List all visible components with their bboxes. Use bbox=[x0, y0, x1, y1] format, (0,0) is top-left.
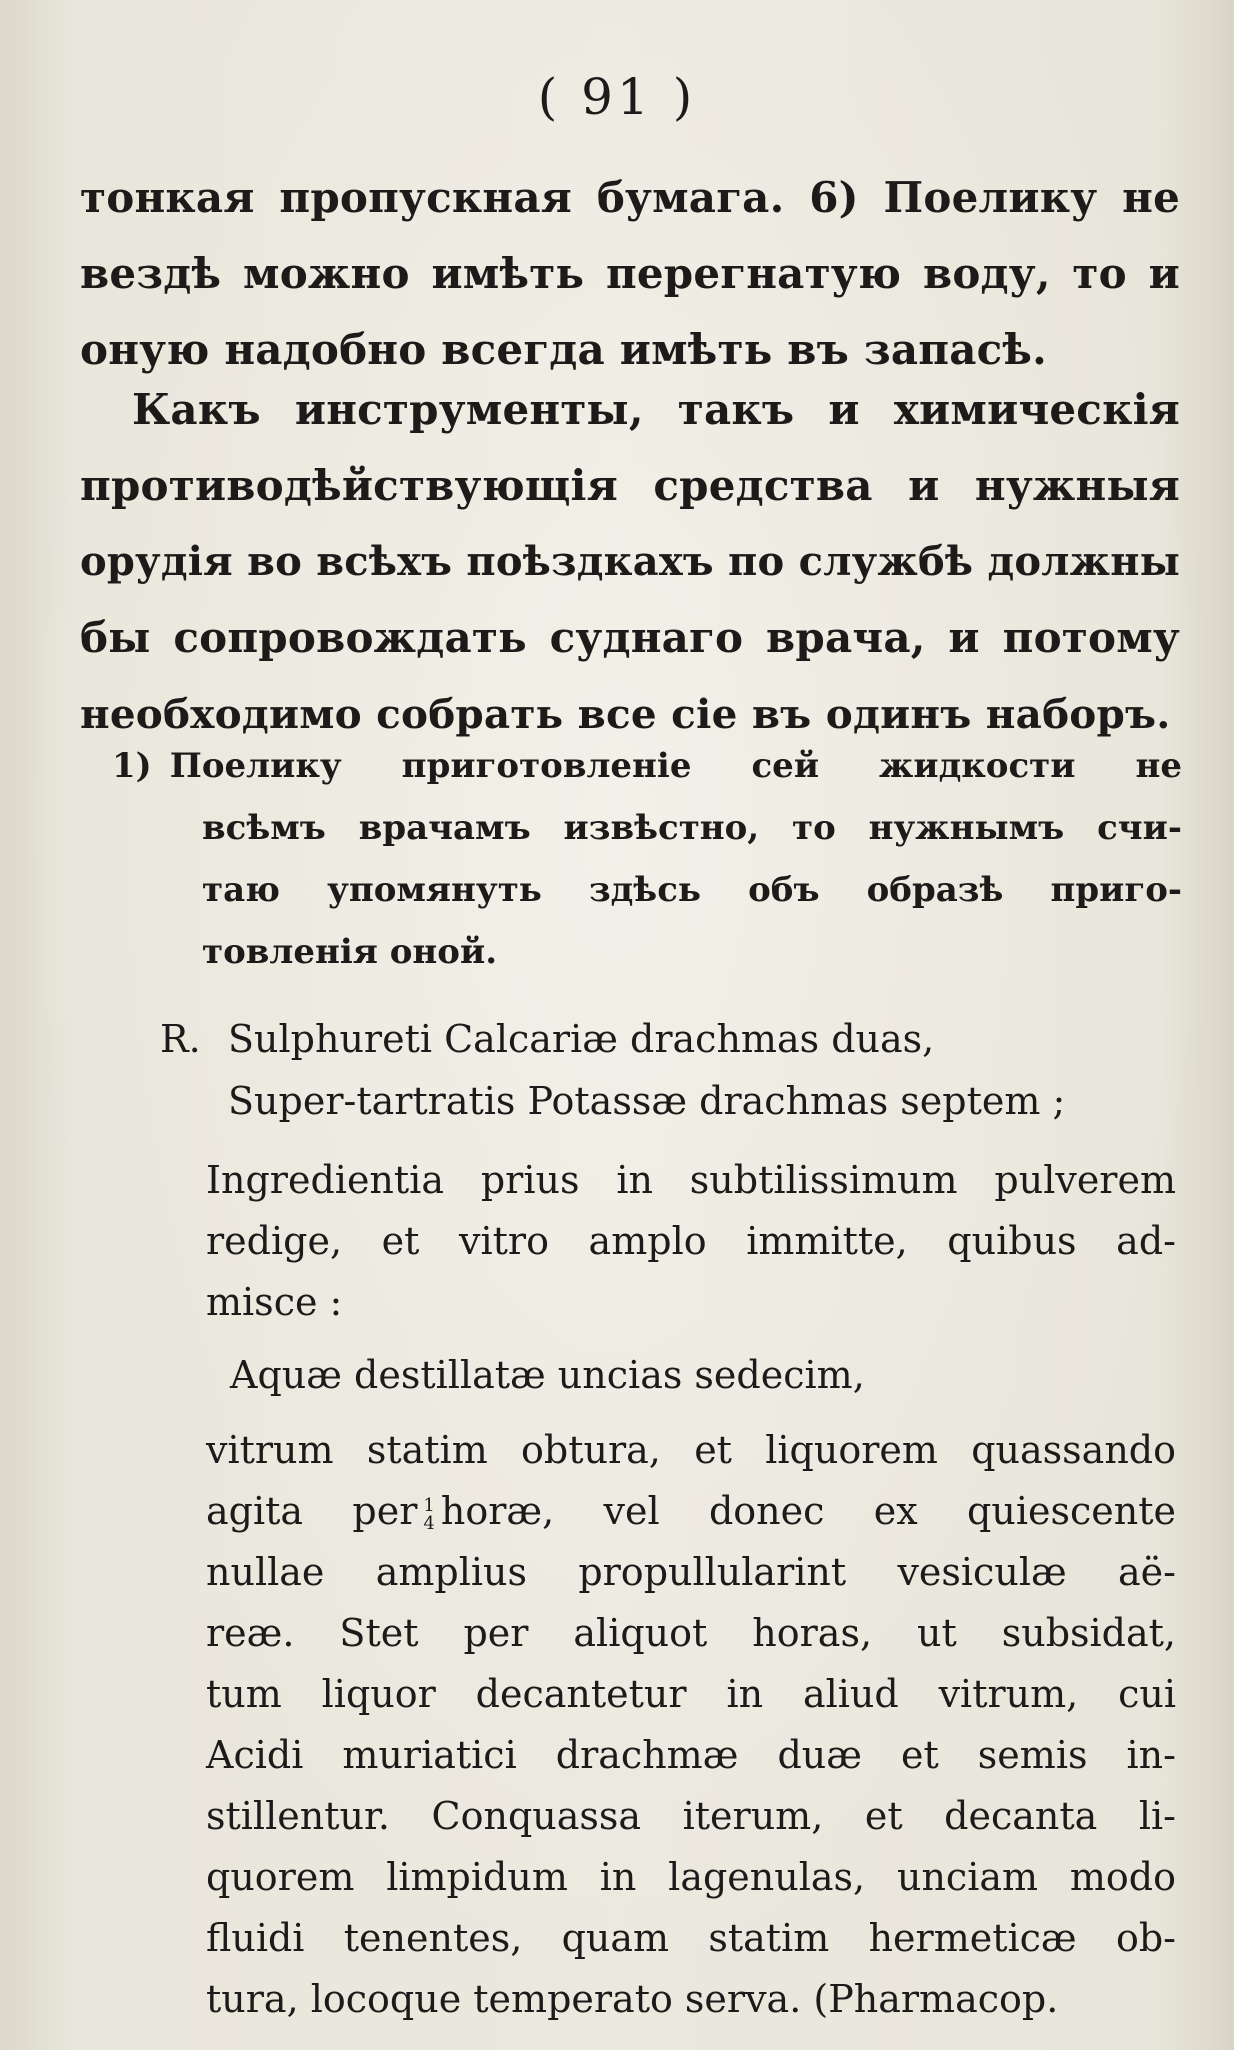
recipe-prefix: R. bbox=[160, 1017, 201, 1061]
text-line: противодѣйствующія средства и нужныя bbox=[80, 461, 1180, 510]
recipe-line bbox=[160, 1008, 1180, 1070]
latin-line: tum liquor decantetur in aliud vitrum, cui bbox=[206, 1672, 1176, 1716]
fraction-numerator: 1 bbox=[423, 1494, 435, 1516]
fraction-quarter bbox=[423, 1494, 435, 1534]
footnote-line: таю упомянуть здѣсь объ образѣ приго- bbox=[202, 870, 1182, 910]
text-line: оную надобно всегда имѣть въ запасѣ. bbox=[80, 325, 1047, 374]
latin-line: quorem limpidum in lagenulas, unciam modo bbox=[206, 1855, 1176, 1899]
latin-text: agita per bbox=[206, 1489, 418, 1533]
paragraph-instruments bbox=[80, 372, 1180, 752]
text-line: орудія во всѣхъ поѣздкахъ по службѣ должны bbox=[80, 538, 1180, 585]
latin-line: redige, et vitro amplo immitte, quibus ad- bbox=[206, 1219, 1176, 1263]
footnote-line bbox=[112, 735, 1182, 797]
recipe-line: Super-tartratis Potassæ drachmas septem ; bbox=[228, 1079, 1066, 1123]
aquae-line: Aquæ destillatæ uncias sedecim, bbox=[230, 1353, 865, 1397]
footnote-marker: 1) bbox=[112, 746, 152, 786]
footnote-line: товленія оной. bbox=[202, 932, 498, 972]
latin-line: reæ. Stet per aliquot horas, ut subsidat, bbox=[206, 1611, 1176, 1655]
footnote-text: Поелику приготовленіе сей жидкости не bbox=[169, 746, 1182, 786]
latin-line: fluidi tenentes, quam statim hermeticæ ob- bbox=[206, 1916, 1176, 1960]
latin-line: misce : bbox=[206, 1280, 343, 1324]
text-line: тонкая пропускная бумага. 6) Поелику не bbox=[80, 173, 1180, 222]
latin-line: tura, locoque temperato serva. (Pharmacop. bbox=[206, 1977, 1059, 2021]
text-line: Какъ инструменты, такъ и химическія bbox=[132, 385, 1180, 434]
fraction-denominator: 4 bbox=[423, 1512, 435, 1534]
paragraph-continuation bbox=[80, 160, 1180, 388]
latin-line: vitrum statim obtura, et liquorem quassando bbox=[206, 1428, 1176, 1472]
footnote-line: всѣмъ врачамъ извѣстно, то нужнымъ счи- bbox=[202, 808, 1182, 848]
latin-line bbox=[206, 1481, 1176, 1542]
text-line: необходимо собрать все сіе въ одинъ наборъ. bbox=[80, 690, 1171, 738]
text-line: вездѣ можно имѣть перегнатую воду, то и bbox=[80, 249, 1180, 298]
latin-line: Ingredientia prius in subtilissimum pulverem bbox=[206, 1158, 1176, 1202]
text-line: бы сопровождать суднаго врача, и потому bbox=[80, 613, 1180, 662]
recipe-block bbox=[160, 1008, 1180, 1132]
latin-text: horæ, vel donec ex quiescente bbox=[440, 1489, 1176, 1533]
page-number: ( 91 ) bbox=[537, 68, 697, 126]
recipe-text: Sulphureti Calcariæ drachmas duas, bbox=[228, 1017, 935, 1061]
vitrum-paragraph bbox=[206, 1420, 1176, 2030]
footnote bbox=[112, 735, 1182, 983]
ingredientia-paragraph bbox=[206, 1150, 1176, 1333]
latin-line: nullae amplius propullularint vesiculæ aë- bbox=[206, 1550, 1176, 1594]
latin-line: stillentur. Conquassa iterum, et decanta li- bbox=[206, 1794, 1176, 1838]
latin-line: Acidi muriatici drachmæ duæ et semis in- bbox=[206, 1733, 1176, 1777]
